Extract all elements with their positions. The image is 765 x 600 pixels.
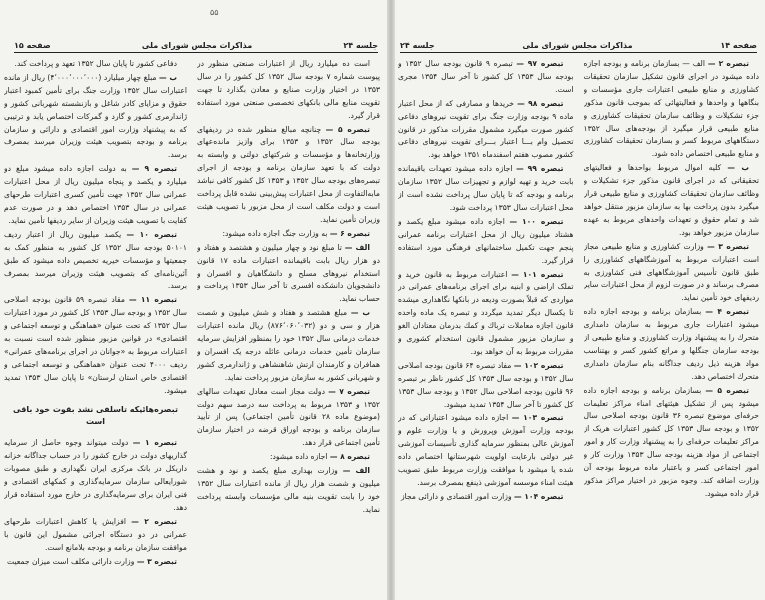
paragraph	[398, 216, 574, 268]
clause-label: تبصره ۱۰۳ —	[511, 413, 564, 423]
paragraph-text: کلیه اموال مربوط بواحدها و فعالیتهای تحقیقاتی که در اجرای قانون مذکور جزء تشکیلات و وظائف سازمان تحقیقات کشاورزی و منابع طبیعی قرار میگیرد بدون پرداخت بها به سازمان مزبور منتقل خواهد شد و تمام حقوق و تعهدات واحدهای مربوط به عهده سازمان مزبور خواهد بود.	[583, 163, 759, 237]
paragraph-text: دولت میتواند وجوه حاصل از سرمایه گذاریهای دولت در خارج کشور را در حساب جداگانه خزانه داریکل در بانک مرکزی ایران نگهداری و طبق مصوبات شورایعالی سازمان سرمایه‌گذاری و کمکهای اقتصادی و فنی ایران برای سرمایه‌گذاری در خارج مورد استفاده قرار دهد.	[4, 438, 187, 512]
header-title: مذاکرات مجلس شورای ملی	[141, 41, 253, 50]
paragraph	[197, 228, 380, 241]
paragraph	[584, 58, 760, 161]
clause-label: ب —	[350, 308, 370, 318]
clause-label: تبصره ۵ —	[325, 124, 370, 134]
column	[4, 58, 187, 596]
paragraph	[398, 58, 574, 97]
clause-label: تبصره ۳ —	[136, 556, 177, 566]
clause-label: الف —	[342, 466, 370, 476]
clause-label: تبصره ۹۸ —	[517, 98, 564, 108]
paragraph	[584, 385, 760, 501]
paragraph	[197, 124, 380, 227]
paragraph-text: افزایش یا کاهش اعتبارات طرحهای عمرانی در دو دستگاه اجرائی مشمول این قانون با موافقت سازمان برنامه و بودجه بلامانع است.	[4, 516, 187, 552]
paragraph	[4, 58, 187, 71]
clause-label: تبصره ۱۰۱ —	[511, 269, 564, 279]
clause-label: تبصره ۷ —	[328, 386, 370, 396]
clause-label: تبصره ۱۰۴ —	[514, 491, 564, 501]
paragraph	[4, 294, 187, 397]
session-label: جلسه ۲۴	[400, 41, 435, 50]
paragraph-text: به دولت اجازه داده میشود مبلغ دو میلیارد و یکصد و پنجاه میلیون ریال از محل اعتبارات عمرانی سال ۱۳۵۲ جهت تأمین کسری اعتبارات طرحهای عمرانی در سال ۱۳۵۳ اختصاص دهد و در صورت عدم کفایت با تصویب هیئت وزیران از سایر ردیفها تأمین نماید.	[4, 164, 187, 225]
paragraph	[4, 229, 187, 294]
paragraph	[398, 269, 574, 359]
paragraph	[197, 242, 380, 307]
section-heading: تبصره‌هائیکه تاسلفی نشد بقوت خود باقی است	[13, 404, 178, 427]
clause-label: الف —	[344, 242, 370, 252]
clause-label: تبصره ۹۷ —	[516, 59, 564, 68]
paragraph	[197, 451, 380, 464]
paragraph	[4, 72, 187, 162]
paragraph-text: خریدها و مصارفی که از محل اعتبار ماده ۹ بودجه وزارت جنگ برای تقویت نیروهای دفاعی کشور صورت میگیرد مشمول مقررات مذکور در قانون تحصیل وام بـــا اعتبار بـــرای تقویت نیروهای دفاعی کشور مصوب هفتم اسفندماه ۱۳۵۱ خواهد بود.	[398, 98, 574, 160]
clause-label: ب —	[159, 72, 177, 82]
clause-label: تبصره ۸ —	[329, 452, 370, 462]
paragraph	[197, 307, 380, 384]
page-header	[400, 36, 757, 53]
paragraph-text: مفاد تبصره ۶۴ قانون بودجه اصلاحی سال ۱۳۵۲ و بودجه سال ۱۳۵۳ کل کشور ناظر بر تبصره ۹۶ قانون بودجه اصلاحی سال ۱۳۵۲ و بودجه سال ۱۳۵۳ کل کشور تا آخر سال ۱۳۵۴ تمدید میشود.	[398, 360, 574, 409]
clause-label: تبصره ۶ —	[329, 228, 370, 238]
paragraph-text: تبصره ۹ قانون بودجه سال ۱۳۵۲ و بودجه سال ۱۳۵۳ کل کشور تا آخر سال ۱۳۵۴ مجری است.	[398, 59, 574, 94]
paragraph	[197, 58, 380, 123]
paragraph-text: وزارت دارائی مکلف است میزان جمعیت	[7, 556, 135, 566]
paragraph-text: دولت مجاز است معادل تعهدات سالهای ۱۳۵۲ و ۱۳۵۳ مربوط به پرداخت سه درصد سهم دولت (موضوع ماده ۲۸ قانون تأمین اجتماعی) پس از تأیید سازمان برنامه و بودجه اوراق قرضه در اختیار سازمان تأمین اجتماعی قرار دهد.	[197, 386, 380, 448]
page-number: صفحه ۱۴	[720, 41, 757, 50]
page-header	[14, 36, 378, 53]
column	[398, 58, 574, 596]
paragraph-text: مبلغ هشتصد و هفتاد و شش میلیون و شصت هزار و سی و دو (۸۷۶٬۰۶۰٬۰۳۲) ریال مانده اعتبارات خدمات درمانی سال ۱۳۵۲ خود را بمنظور افزایش سرمایه سازمان تأمین خدمات درمانی عائله درجه یک افسران و همافران و کارمندان ارتش شاهنشاهی و ژاندارمری کشور و شهربانی کشور به سازمان مزبور پرداخت نماید.	[197, 308, 380, 382]
paragraph	[4, 163, 187, 228]
paragraph	[398, 491, 574, 504]
paragraph-text: به وزارت جنگ اجازه داده میشود:	[222, 228, 328, 238]
page-mark: ۵۵	[210, 8, 219, 17]
paragraph-text: اعتبارات مربوط به قانون خرید و تملک اراضی و ابنیه برای اجرای برنامه‌های عمرانی در مواردی که قبلاً بصورت ودیعه در بانکها نگاهداری میشده تا یکسال دیگر تمدید میگردد و تبصره یک ماده واحده قانون اجازه معاملات ترباك و کمك بدرمان معتادان الغو و سازمان مزبور مشمول قانون استخدام کشوری و مقررات مربوط به آن خواهد بود.	[398, 269, 574, 356]
paragraph-text: اجازه داده میشود تعهدات باقیمانده بابت خرید و تهیه لوازم و تجهیزات سال ۱۳۵۲ سازمان برنامه و بودجه که تا پایان سال پرداخت نشده است از محل اعتبارات سال ۱۳۵۳ پرداخت شود.	[398, 164, 574, 212]
paragraph	[4, 556, 187, 569]
paragraph-text: دفاعی کشور تا پایان سال ۱۳۵۲ تعهد و پرداخت کند.	[14, 59, 177, 68]
paragraph	[197, 465, 380, 517]
paragraph	[398, 360, 574, 412]
clause-label: تبصره ۲ —	[707, 59, 749, 68]
clause-label: تبصره ۱۰ —	[126, 229, 177, 239]
clause-label: تبصره ۱۰۲ —	[513, 360, 564, 370]
session-label: جلسه ۲۴	[343, 41, 378, 50]
paragraph	[398, 98, 574, 163]
column	[197, 58, 380, 596]
paragraph-text: چنانچه مبالغ منظور شده در ردیفهای بودجه سال ۱۳۵۲ و ۱۳۵۳ برای وازیز مانده‌عهای وزارتخانه‌ها و مؤسسات و شرکتهای دولتی و وابسته به دولت که با تعهد سازمان برنامه و بودجه از اجرای تبصره‌های بودجه سال ۱۳۵۲ و ۱۳۵۳ کل کشور کافی نباشد مابه‌التفاوت از محل اعتبارات پیش‌بینی نشده قابل پرداخت است و دولت مکلف است از محل مزبور با تصویب هیئت وزیران تأمین نماید.	[197, 124, 380, 224]
paragraph-text: است ده میلیارد ریال از اعتبارات صنعتی منظور در پیوست شماره ۷ بودجه سال ۱۳۵۲ کل کشور را در سال ۱۳۵۳ در اختیار وزارت صنایع و معادن بگذارد تا جهت تقویت منابع مالی بانکهای تخصصی صنعتی مورد استفاده قرار گیرد.	[197, 59, 380, 120]
paragraph	[398, 412, 574, 489]
paragraph-text: اجازه داده میشود اعتباراتی که در بودجه وزارت آموزش وپرورش و یا وزارت علوم و آموزش عالی بمنظور سرمایه گذاری تأسیسات آموزشی غیر دولتی بارعایت اولویت شهرستانها اختصاص داده شده یا میشود با موافقت وزارت مربوط طبق تصویب هیئت امناء موسسه آموزشی ذینفع بمصرف برسد.	[398, 413, 574, 487]
clause-label: تبصره ۳ —	[707, 241, 749, 251]
paragraph-text: تا مبلغ نود و چهار میلیون و هشتصد و هفتاد و دو هزار ریال بابت باقیمانده اعتبارات ماده ۱۷ قانون استخدام نیروهای مسلح و دانشگاهیان و افسران و دانشجویان دانشکده افسری تا آخر سال ۱۳۵۳ پرداخت و حساب نماید.	[197, 242, 380, 304]
paragraph-text: مقاد تبصره ۵۹ قانون بودجه اصلاحی سال ۱۳۵۲ و بودجه سال ۱۳۵۳ کل کشور در مورد اعتبارات سال ۱۳۵۲ که تحت عنوان «هماهنگی و توسعه اجتماعی و اقتصادی» در قوانین مزبور منظور شده است نسبت به اعتبارات مربوط به «جوانان در اجرای برنامه‌های عمرانی» ردیف ۴۰۰۰ تحت عنوان «هماهنگی و توسعه اجتماعی و اقتصادی خاص استان لرستان» تا پایان سال ۱۳۵۳ تمدید میشود.	[4, 295, 187, 395]
paragraph	[4, 516, 187, 555]
paragraph-text: بسازمان برنامه و بودجه اجازه داده میشود اعتبارات جاری مربوط به سازمان دامداری متحرك را به پیشنهاد وزارت کشاورزی و منابع طبیعی از بودجه سازمان جنگلها و مراتع کشور کسر و بهتناسب مواد هزینه ذیل ردیف جداگانه بنام سازمان دامداری متحرك اختصاص دهد.	[583, 307, 759, 381]
paragraph-text: مبلغ چهار میلیارد (۴٬۰۰۰٬۰۰۰٬۰۰۰) ریال از مانده اعتبارات سال ۱۳۵۲ وزارت جنگ برای تأمین کمبود اعتبار حقوق و مزایای کادر شاغل و بازنشسته شهربانی کشور و ژاندارمری کشور و گارد و گمرکات اختصاص یابد و ترتیبی که به پیشنهاد وزارت امور اقتصادی و دارائی و سازمان برنامه و بودجه بتصویب هیئت وزیران میرسد بمصرف برسد.	[4, 72, 187, 160]
clause-label: تبصره ۴ —	[705, 307, 749, 317]
clause-label: تبصره ۱۰۰ —	[509, 216, 564, 226]
clause-label: تبصره ۱۱ —	[128, 295, 177, 305]
paragraph-text: اجازه داده میشود:	[269, 452, 328, 462]
paragraph	[584, 241, 760, 306]
clause-label: تبصره ۲ —	[131, 516, 177, 526]
clause-label: تبصره ۹ —	[131, 164, 177, 174]
clause-label: تبصره ۵ —	[705, 385, 749, 395]
paragraph	[4, 437, 187, 514]
paragraph-text: یکصد میلیون ریال از اعتبار ردیف ۵۰۱۰۱ بودجه سال ۱۳۵۲ کل کشور به منظور کمک به جمعیتها و مؤسسات خیریه تخصیص داده میشود که طبق آئین‌نامه‌ای که بتصویب هیئت وزیران میرسد بمصرف برسد.	[4, 229, 187, 291]
paragraph-text: وزارت امور اقتصادی و دارائی مجاز	[400, 491, 512, 501]
paragraph-text: بسازمان برنامه و بودجه اجازه داده میشود پس از تشکیل هیئتهای امناء مراکز تعلیمات حرفه‌ای موضوع تبصره ۳۶ قانون بودجه اصلاحی سال ۱۳۵۲ و بودجه سال ۱۳۵۳ کل کشور اعتبارات هریک از مراکز تعلیمات حرفه‌ای را به پیشنهاد وزارت کار و امور اجتماعی از مواد هزینه بودجه سال ۱۳۵۳ وزارت کار و امور اجتماعی کسر و باعتبار ماده مربوط بودجه آن وزارت اضافه کند. وجوه مزبور در اختیار مراکز مذکور قرار داده میشود.	[583, 385, 759, 498]
right-page	[394, 0, 765, 600]
paragraph	[197, 386, 380, 451]
paragraph	[584, 306, 760, 383]
paragraph-text: اجازه داده میشود مبلغ یکصد و هشتاد میلیون ریال از محل اعتبارات برنامه عمرانی پنجم جهت تکمیل ساختمانهای فرهنگی مورد استفاده قرار گیرد.	[398, 216, 574, 265]
clause-label: تبصره ۹۹ —	[516, 164, 564, 174]
column	[584, 58, 760, 596]
paragraph-text: وزارت کشاورزی و منابع طبیعی مجاز است اعتبارات مربوط به آموزشگاههای کشاورزی را طبق قانون تأسیس آموزشگاههای فنی کشاورزی به مصرف برساند و در صورت لزوم از محل اعتبارات سایر ردیفهای خود تأمین نماید.	[583, 241, 759, 303]
header-title: مذاکرات مجلس شورای ملی	[522, 41, 633, 50]
paragraph-text: وزارت بهداری مبلغ یکصد و نود و هشت میلیون و شصت هزار ریال از مانده اعتبارات سال ۱۳۵۲ خود را بابت تقویت بنیه مالی مؤسسات وابسته پرداخت نماید.	[197, 466, 380, 514]
paragraph	[584, 162, 760, 239]
paragraph	[398, 163, 574, 215]
paragraph-text: الف — بسازمان برنامه و بودجه اجازه داده میشود در اجرای قانون تشکیل سازمان تحقیقات کشاورزی و منابع طبیعی اعتبارات جاری مؤسسات و بنگاهها و واحدها و فعالیتهائی که بموجب قانون مذکور جزء تشکیلات و وظائف سازمان تحقیقات کشاورزی و منابع طبیعی قرار میگیرد از بودجه‌های سال ۱۳۵۲ دستگاههای مربوط کسر و بسازمان تحقیقات کشاورزی و منابع طبیعی اختصاص داده شود.	[583, 59, 759, 159]
clause-label: ب —	[727, 163, 749, 173]
clause-label: تبصره ۱ —	[132, 438, 177, 448]
page-number: صفحه ۱۵	[14, 41, 51, 50]
